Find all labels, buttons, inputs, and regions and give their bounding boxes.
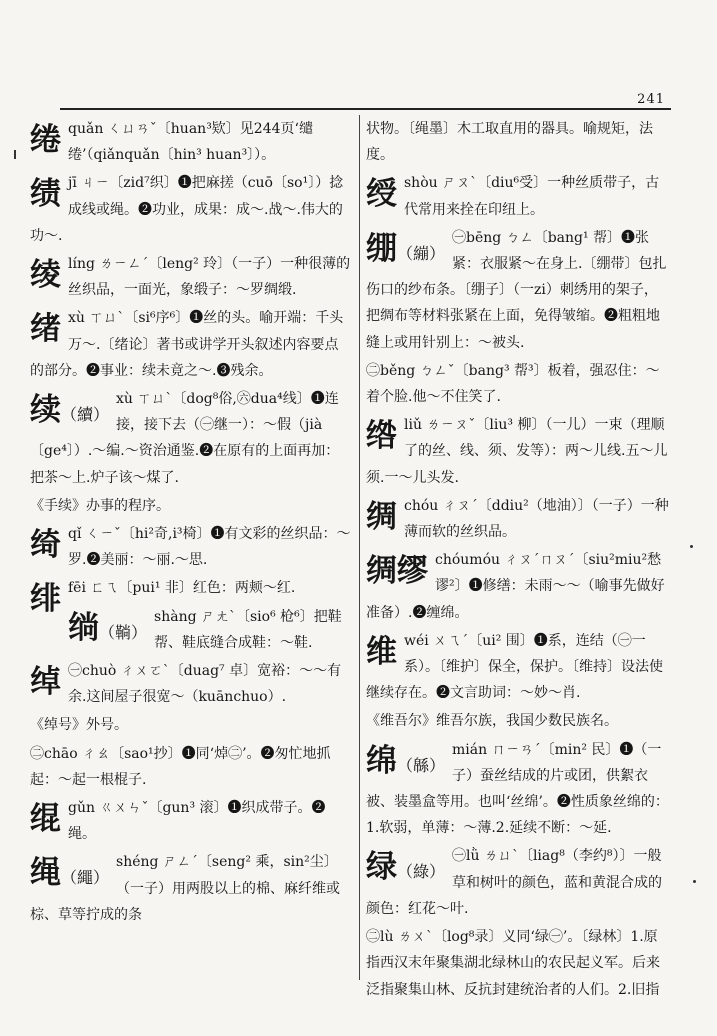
dictionary-entry <box>30 849 352 928</box>
entry-headword <box>366 228 445 275</box>
entry-headword <box>366 173 397 215</box>
entry-headword <box>30 389 109 436</box>
headword-char: 维 <box>366 633 397 670</box>
dictionary-entry <box>30 658 352 710</box>
entry-headword <box>366 496 397 538</box>
dictionary-entry <box>366 547 670 626</box>
headword-char: 绶 <box>366 176 397 213</box>
headword-char: 绸缪 <box>366 553 428 590</box>
entry-definition: shòu ㄕㄡˋ〔diu⁶受〕一种丝质带子，古代常用来拴在印纽上。 <box>404 175 660 218</box>
dictionary-entry <box>30 795 352 847</box>
dictionary-entry <box>30 305 352 384</box>
entry-definition: ㊁chāo ㄔㄠ〔sao¹抄〕❶同‘焯㊁’。❷匆忙地抓起：～起一根棍子. <box>30 745 331 788</box>
dictionary-entry <box>366 493 670 545</box>
entry-definition: liǔ ㄌㄧㄡˇ〔liu³ 柳〕（一儿）一束（理顺了的丝、线、须、发等）：两～儿线.五～儿须.一～儿头发. <box>366 417 668 486</box>
entry-definition: gǔn ㄍㄨㄣˇ〔gun³ 滚〕❶织成带子。❷绳。 <box>68 800 326 843</box>
entry-headword <box>30 119 61 161</box>
entry-definition: ㊁lù ㄌㄨˋ〔log⁸录〕义同‘绿㊀’。〔绿林〕1.原指西汉末年聚集湖北绿林山的农民起义军。后来泛指聚集山林、反抗封建统治者的人们。2.旧指 <box>366 929 660 996</box>
entry-headword <box>30 798 61 840</box>
entry-definition: chóumóu ㄔㄡˊㄇㄡˊ〔siu²miu²愁谬²〕❶修缮：未雨～～（喻事先做好准备）.❷缠绵。 <box>366 552 665 621</box>
headword-char: 绳 <box>30 855 61 892</box>
entry-definition: 状物。〔绳墨〕木工取直用的器具。喻规矩，法度。 <box>366 121 653 164</box>
dictionary-entry <box>366 170 670 222</box>
entry-definition: shéng ㄕㄥˊ〔seng² 乘，sin²尘〕（一子）用两股以上的棉、麻纤维或棕、草等拧成的条 <box>30 854 341 923</box>
traditional-form: （續） <box>61 405 110 425</box>
dictionary-entry <box>30 493 352 519</box>
entry-definition: ㊀bēng ㄅㄥ〔bang¹ 帮〕❶张紧：衣服紧～在身上.〔绷带〕包扎伤口的纱布条。〔绷子〕（一zi）刺绣用的架子，把绸布等材料张紧在上面，免得皱缩。❷粗粗地缝上或用针别上：～被头. <box>366 229 667 351</box>
traditional-form: （鞝） <box>99 622 148 642</box>
dictionary-entry <box>30 116 352 168</box>
entry-headword <box>366 415 397 457</box>
dictionary-entry <box>366 225 670 356</box>
headword-char: 绻 <box>30 122 61 158</box>
dictionary-entry <box>30 251 352 303</box>
entry-headword <box>30 852 109 899</box>
dictionary-entry <box>30 575 352 618</box>
header-rule <box>60 108 671 110</box>
headword-char: 续 <box>30 392 61 429</box>
margin-mark <box>14 150 16 159</box>
entry-definition: 《绰号》外号。 <box>30 717 128 734</box>
headword-char: 绿 <box>366 849 397 886</box>
scan-speck <box>690 545 693 548</box>
entry-headword <box>30 308 61 350</box>
dictionary-entry <box>30 386 352 491</box>
headword-char: 绲 <box>30 801 61 838</box>
dictionary-entry <box>30 741 352 793</box>
headword-char: 绺 <box>366 418 397 455</box>
headword-char: 绩 <box>30 176 61 213</box>
entry-headword <box>366 550 428 592</box>
headword-char: 绫 <box>30 257 61 294</box>
page-number: 241 <box>637 92 665 107</box>
headword-char: 绷 <box>366 230 397 267</box>
dictionary-entry <box>366 116 670 168</box>
entry-definition: shàng ㄕㄤˋ〔sio⁶ 枪⁶〕把鞋帮、鞋底缝合成鞋：～鞋. <box>154 608 342 651</box>
entry-definition: ㊁běng ㄅㄥˇ〔bang³ 帮³〕板着，强忍住：～着个脸.他～不住笑了. <box>366 362 660 406</box>
left-column <box>30 116 352 996</box>
entry-definition: ㊀lǜ ㄌㄩˋ〔liag⁸（李约⁸）〕一般草和树叶的颜色，蓝和黄混合成的颜色：红花～叶. <box>366 848 663 917</box>
entry-definition: 《手续》办事的程序。 <box>30 497 170 514</box>
entry-headword <box>30 578 61 620</box>
column-divider <box>359 115 360 980</box>
headword-char: 绱 <box>68 609 99 646</box>
entry-headword <box>30 254 61 296</box>
entry-definition: mián ㄇㄧㄢˊ〔min² 民〕❶（一子）蚕丝结成的片或团，供絮衣被、装墨盒等用。也叫‘丝绵’。❷性质象丝绵的：1.软弱，单薄：～薄.2.延续不断：～延. <box>366 741 669 837</box>
entry-definition: xù ㄒㄩˋ〔dog⁸俗,㊅dua⁴线〕❶连接，接下去（㊀继一）：～假（jià〔ge⁴〕）.～编.～资治通鉴.❷在原有的上面再加：把茶～上.炉子该～煤了. <box>30 391 340 486</box>
dictionary-entry <box>366 737 670 842</box>
scan-speck <box>693 880 696 883</box>
headword-char: 绯 <box>30 581 61 618</box>
right-column <box>366 116 670 996</box>
entry-definition: quǎn ㄑㄩㄢˇ〔huan³欵〕见244页‘缱绻’（qiǎnquǎn〔hin³ huan³〕）。 <box>68 121 313 164</box>
dictionary-entry <box>30 604 352 656</box>
entry-headword <box>30 173 61 215</box>
dictionary-entry <box>366 924 670 996</box>
traditional-form: （綠） <box>397 862 446 882</box>
entry-definition: xù ㄒㄩˋ〔si⁶序⁶〕❶丝的头。喻开端：千头万～.〔绪论〕著书或讲学开头叙述内容要点的部分。❷事业：续未竟之～.❸残余。 <box>30 310 344 379</box>
headword-char: 绪 <box>30 311 61 348</box>
entry-headword <box>366 740 445 787</box>
entry-headword <box>366 631 397 673</box>
traditional-form: （繩） <box>61 868 110 888</box>
entry-definition: wéi ㄨㄟˊ〔ui² 围〕❶系，连结（㊀一系）。〔维护〕保全，保护。〔维持〕设法使继续存在。❷文言助词：～妙～肖. <box>366 632 663 702</box>
entry-definition: jī ㄐㄧ〔zid⁷织〕❶把麻搓（cuō〔so¹〕）捻成线或绳。❷功业，成果：成～.战～.伟大的功～. <box>30 175 344 244</box>
dictionary-entry <box>30 521 352 573</box>
headword-char: 绵 <box>366 742 397 779</box>
entry-definition: ㊀chuò ㄔㄨㄛˋ〔duag⁷ 卓〕宽裕：～～有余.这间屋子很宽～（kuānchuo）. <box>68 663 342 706</box>
entry-definition: fēi ㄈㄟ〔pui¹ 非〕红色：两颊～红. <box>68 580 296 597</box>
dictionary-entry <box>30 712 352 738</box>
entry-definition: chóu ㄔㄡˊ〔ddiu²（地油）〕（一子）一种薄而软的丝织品。 <box>404 497 669 541</box>
dictionary-entry <box>366 628 670 707</box>
dictionary-entry <box>366 708 670 734</box>
dictionary-entry <box>366 843 670 922</box>
dictionary-entry <box>366 358 670 410</box>
headword-char: 绮 <box>30 527 61 564</box>
traditional-form: （緜） <box>397 755 446 775</box>
headword-char: 绰 <box>30 664 61 701</box>
entry-headword <box>30 524 61 566</box>
entry-definition: líng ㄌㄧㄥˊ〔leng² 玲〕（一子）一种很薄的丝织品，一面光，象缎子：～罗绸缎. <box>68 256 351 299</box>
entry-definition: qǐ ㄑㄧˇ〔hi²奇,i³椅〕❶有文彩的丝织品：～罗.❷美丽：～丽.～思. <box>68 526 351 569</box>
headword-char: 绸 <box>366 498 397 535</box>
entry-headword <box>30 661 61 703</box>
entry-headword <box>366 846 445 893</box>
entry-headword <box>68 607 147 654</box>
entry-definition: 《维吾尔》维吾尔族，我国少数民族名。 <box>366 713 618 730</box>
dictionary-entry <box>366 412 670 491</box>
dictionary-entry <box>30 170 352 249</box>
traditional-form: （繃） <box>397 243 446 263</box>
